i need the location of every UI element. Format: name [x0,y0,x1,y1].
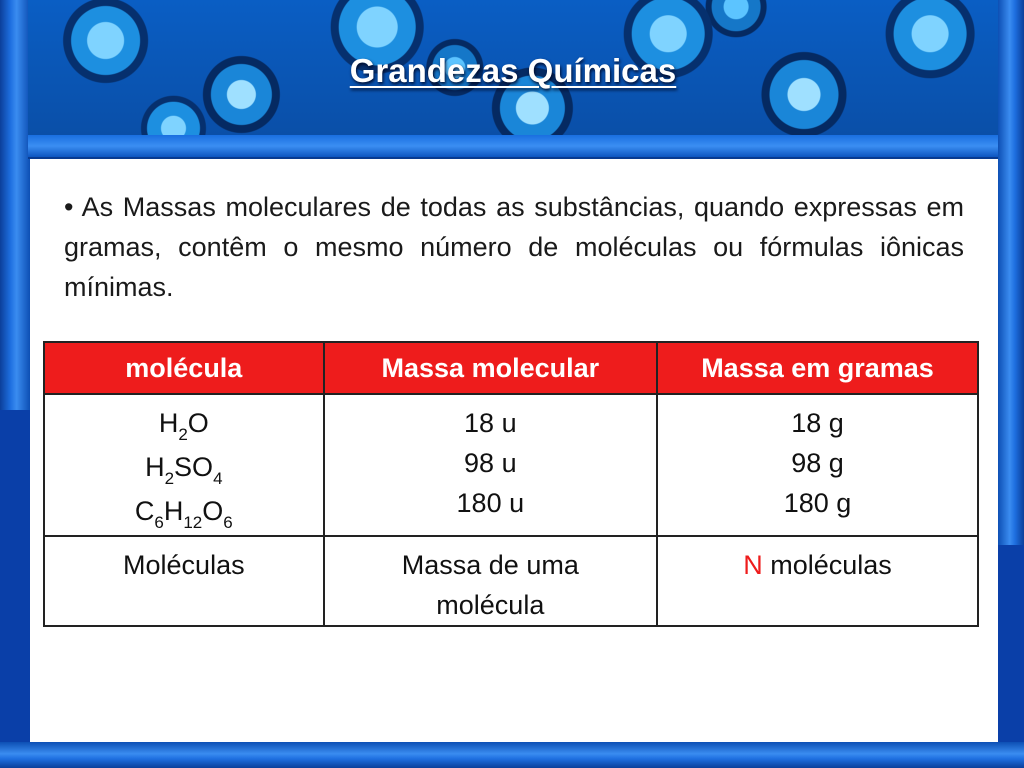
formula-symbol: H [145,452,165,482]
formula [49,447,319,491]
molecular-mass-value: 180 u [456,488,525,518]
formula-symbol: C [134,496,155,526]
gram-mass-value: 98 g [791,448,844,478]
molecules-label: moléculas [762,550,892,580]
molecular-mass-value: 98 u [464,448,517,478]
header-gram-mass: Massa em gramas [657,342,978,394]
formula [49,403,319,447]
single-molecule-mass-cell [324,536,657,626]
header-molecule: molécula [44,342,324,394]
single-molecule-mass-text: Massa de uma molécula [401,550,579,620]
molecules-cell: Moléculas [44,536,324,626]
subscript: 6 [223,513,233,532]
formula-symbol: H [163,496,184,526]
frame-bottom-border [0,742,1024,768]
table-row [44,394,978,536]
formula-symbol: O [187,408,209,438]
header-molecular-mass: Massa molecular [324,342,657,394]
molecular-mass-cell [324,394,657,536]
bullet-paragraph: • As Massas moleculares de todas as substâncias, quando expressas em gramas, contêm o mesmo número de moléculas ou fórmulas iônicas mínimas. [64,192,964,302]
subscript: 2 [178,425,188,444]
header-banner [28,0,998,135]
formulas-cell [44,394,324,536]
gram-mass-cell [657,394,978,536]
mass-table [43,341,979,627]
subscript: 6 [154,513,164,532]
avogadro-n-label: N [743,550,763,580]
n-molecules-cell [657,536,978,626]
frame-right-lower [998,545,1024,745]
slide-content [30,159,998,742]
table-row [44,536,978,626]
header-divider-bar [28,135,998,159]
subscript: 4 [213,469,223,488]
formula [49,491,319,535]
formula-symbol: O [202,496,224,526]
gram-mass-value: 18 g [791,408,844,438]
subscript: 2 [164,469,175,488]
formula-symbol: SO [174,452,214,482]
slide-title: Grandezas Químicas [349,52,677,89]
frame-left-lower [0,410,30,750]
gram-mass-value: 180 g [783,488,852,518]
formula-symbol: H [158,408,179,438]
subscript: 12 [183,513,203,532]
table-header-row [44,342,978,394]
molecular-mass-value: 18 u [464,408,517,438]
